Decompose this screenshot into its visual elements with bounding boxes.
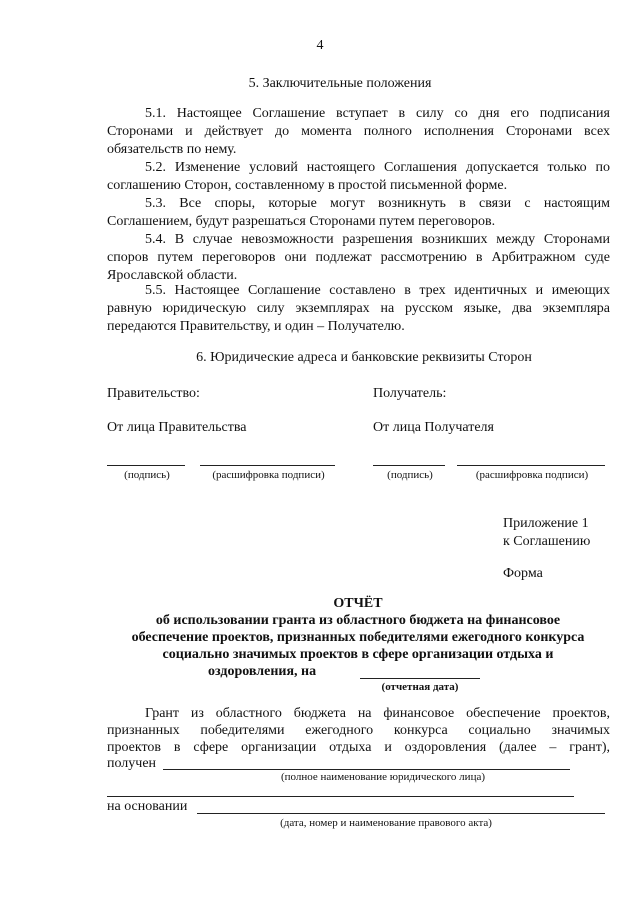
section-6-heading: 6. Юридические адреса и банковские реквизиты Сторон <box>196 350 532 365</box>
report-subtitle-line-1: об использовании гранта из областного бюджета на финансовое <box>155 613 561 628</box>
government-decode-caption: (расшифровка подписи) <box>212 469 325 481</box>
report-subtitle-line-4: оздоровления, на <box>208 664 317 679</box>
recipient-decode-line <box>457 465 605 466</box>
form-label: Форма <box>503 566 543 581</box>
report-subtitle-line-3: социально значимых проектов в сфере организации отдыха и <box>162 647 554 662</box>
basis-label: на основании <box>107 799 188 814</box>
report-body-line-1: Грант из областного бюджета на финансовое обеспечение проектов, <box>145 706 610 721</box>
recipient-label: Получатель: <box>373 386 447 401</box>
report-body-line-3: проектов в сфере организации отдыха и оздоровления (далее – грант), <box>107 740 610 755</box>
organization-name-caption: (полное наименование юридического лица) <box>280 771 485 783</box>
clause-5-3: 5.3. Все споры, которые могут возникнуть в связи с настоящим Соглашением, будут разрешаться Сторонами путем переговоров. <box>107 196 610 229</box>
recipient-signature-caption: (подпись) <box>387 469 433 481</box>
report-title: ОТЧЁТ <box>333 596 383 611</box>
government-decode-line <box>200 465 335 466</box>
clause-5-4: 5.4. В случае невозможности разрешения возникших между Сторонами споров путем переговоров они подлежат рассмотрению в Арбитражном суде Ярославской области. <box>107 232 610 283</box>
report-subtitle-line-2: обеспечение проектов, признанных победителями ежегодного конкурса <box>131 630 585 645</box>
page-number: 4 <box>316 38 324 53</box>
organization-name-line <box>163 769 570 770</box>
report-body-line-2: признанных победителями ежегодного конкурса социально значимых <box>107 723 610 738</box>
received-label: получен <box>107 756 157 771</box>
report-date-caption: (отчетная дата) <box>381 681 459 693</box>
on-behalf-recipient: От лица Получателя <box>373 420 494 435</box>
appendix-line-1: Приложение 1 <box>503 516 589 531</box>
on-behalf-government: От лица Правительства <box>107 420 247 435</box>
organization-extra-line <box>107 796 574 797</box>
appendix-line-2: к Соглашению <box>503 534 591 549</box>
recipient-signature-line <box>373 465 445 466</box>
government-signature-line <box>107 465 185 466</box>
government-label: Правительство: <box>107 386 200 401</box>
report-date-line <box>360 678 480 679</box>
legal-act-caption: (дата, номер и наименование правового акта) <box>280 817 492 829</box>
recipient-decode-caption: (расшифровка подписи) <box>475 469 589 481</box>
clause-5-1: 5.1. Настоящее Соглашение вступает в силу со дня его подписания Сторонами и действует до момента полного исполнения Сторонами всех обязательств по нему. <box>107 106 610 157</box>
section-5-heading: 5. Заключительные положения <box>248 76 432 91</box>
clause-5-5: 5.5. Настоящее Соглашение составлено в трех идентичных и имеющих равную юридическую силу экземплярах на русском языке, два экземпляра передаются Правительству, и один – Получателю. <box>107 283 610 334</box>
government-signature-caption: (подпись) <box>124 469 170 481</box>
legal-act-line <box>197 813 605 814</box>
clause-5-2: 5.2. Изменение условий настоящего Соглашения допускается только по соглашению Сторон, составленному в простой письменной форме. <box>107 160 610 193</box>
